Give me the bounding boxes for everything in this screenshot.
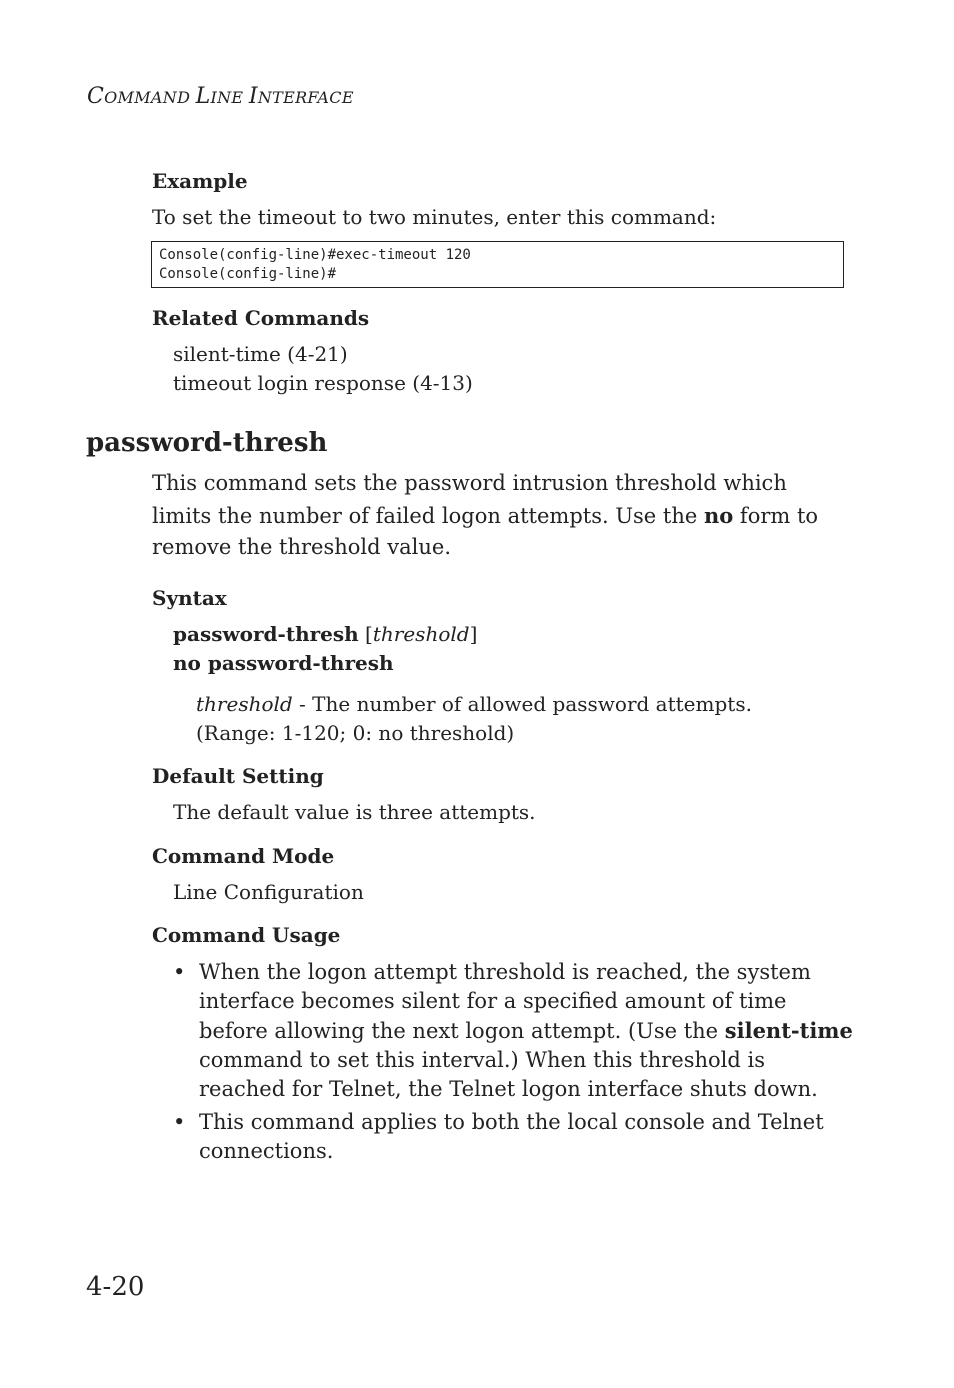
syntax-heading: Syntax — [152, 586, 227, 610]
description-text-2: form to remove the threshold value. — [152, 503, 819, 559]
running-head-rest-2: INE — [210, 88, 249, 107]
usage-bullet-1-keyword: silent-time — [724, 1018, 853, 1043]
command-mode-text: Line Configuration — [173, 880, 364, 904]
param-description — [196, 692, 752, 716]
syntax-command: password-thresh — [173, 622, 359, 646]
running-head-rest-3: NTERFACE — [257, 88, 354, 107]
param-range: (Range: 1-120; 0: no threshold) — [196, 721, 515, 745]
running-head — [87, 84, 354, 109]
code-block — [151, 241, 844, 288]
code-line-1: Console(config-line)#exec-timeout 120 — [159, 247, 471, 263]
usage-bullet-text — [199, 958, 853, 1104]
command-description — [152, 468, 852, 564]
running-head-cap-2: L — [195, 84, 211, 109]
related-command-item: timeout login response (4-13) — [173, 371, 473, 395]
syntax-bracket-open: [ — [358, 622, 373, 646]
bullet-marker: • — [173, 960, 186, 984]
usage-bullet-1-text-b: command to set this interval.) When this threshold is reached for Telnet, the Telnet logon interface shuts down. — [199, 1048, 818, 1101]
param-name: threshold — [196, 692, 293, 716]
related-commands-heading: Related Commands — [152, 306, 370, 330]
default-setting-heading: Default Setting — [152, 764, 324, 788]
page-number: 4-20 — [86, 1272, 145, 1302]
command-usage-heading: Command Usage — [152, 923, 341, 947]
command-mode-heading: Command Mode — [152, 844, 335, 868]
syntax-line-2: no password-thresh — [173, 651, 394, 675]
example-intro: To set the timeout to two minutes, enter this command: — [152, 205, 717, 229]
default-setting-text: The default value is three attempts. — [173, 800, 536, 824]
usage-bullet-1-text-a: When the logon attempt threshold is reached, the system interface becomes silent for a specified amount of time before allowing the next logon attempt. (Use the — [199, 960, 811, 1043]
description-text-1: This command sets the password intrusion threshold which limits the number of failed logon attempts. Use the — [152, 471, 787, 528]
usage-bullet-2-text: This command applies to both the local console and Telnet connections. — [199, 1110, 824, 1163]
related-command-item: silent-time (4-21) — [173, 342, 348, 366]
running-head-cap-3: I — [248, 84, 258, 109]
param-desc: - The number of allowed password attempts. — [292, 692, 752, 716]
example-heading: Example — [152, 169, 248, 193]
bullet-marker: • — [173, 1110, 186, 1134]
syntax-bracket-close: ] — [469, 622, 478, 646]
description-keyword-no: no — [703, 502, 734, 528]
syntax-line-1 — [173, 622, 477, 646]
running-head-cap-1: C — [87, 84, 105, 109]
syntax-param: threshold — [372, 622, 470, 646]
running-head-rest-1: OMMAND — [104, 88, 196, 107]
code-line-2: Console(config-line)# — [159, 266, 337, 282]
command-title: password-thresh — [86, 428, 328, 458]
